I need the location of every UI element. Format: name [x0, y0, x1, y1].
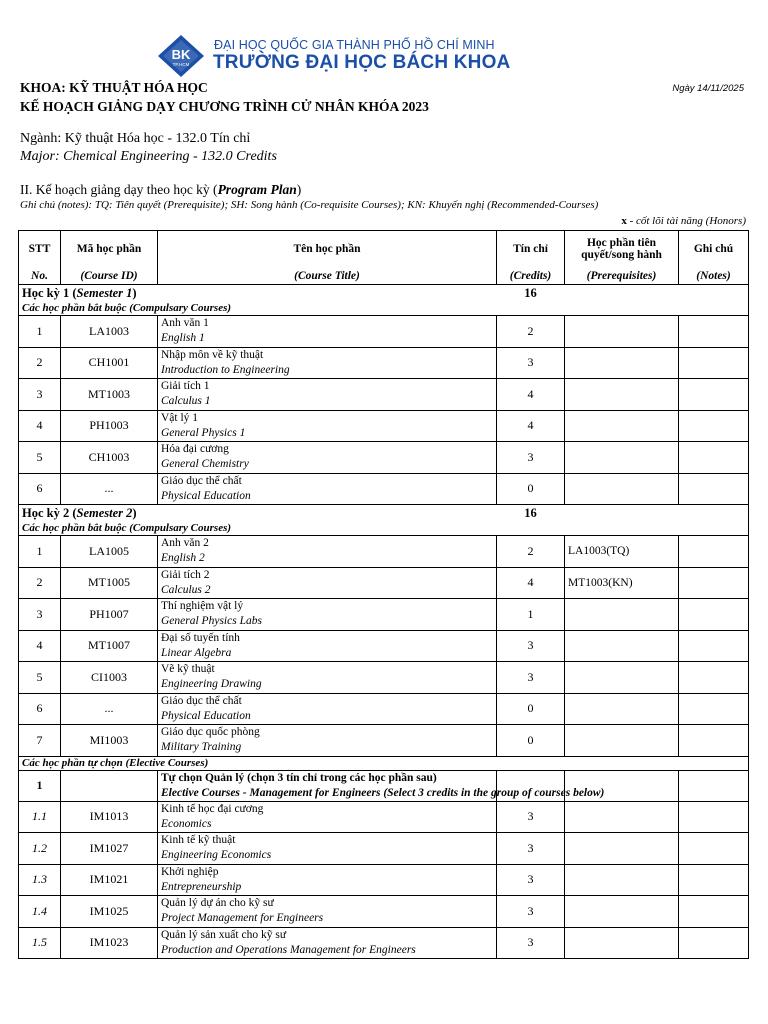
semester-2-label	[19, 505, 497, 522]
course-no: 5	[19, 442, 61, 474]
table-row	[19, 536, 749, 568]
course-prereq: LA1003(TQ)	[565, 536, 679, 568]
course-title-vi: Vật lý 1	[161, 411, 199, 424]
course-notes	[679, 630, 749, 662]
course-credits: 3	[497, 927, 565, 959]
logo-subtext: TP.HCM	[172, 62, 190, 67]
course-title-vi: Giải tích 2	[161, 568, 210, 581]
semester-2-group: Các học phần bắt buộc (Compulsary Courses)	[19, 522, 749, 536]
course-prereq	[565, 801, 679, 833]
course-no: 1	[19, 536, 61, 568]
header-credits: Tín chỉ	[497, 231, 565, 268]
course-title-vi: Anh văn 2	[161, 537, 209, 550]
course-no: 1	[19, 316, 61, 348]
semester-1-courses	[19, 316, 749, 505]
course-title-en: English 2	[161, 552, 205, 565]
course-title-vi: Vẽ kỹ thuật	[161, 663, 215, 676]
course-title	[158, 410, 497, 442]
course-title-vi: Quản lý sản xuất cho kỹ sư	[161, 928, 287, 941]
course-notes	[679, 864, 749, 896]
course-code: PH1007	[61, 599, 158, 631]
course-prereq	[565, 442, 679, 474]
logo-text: BK	[171, 47, 191, 62]
semester-2-credits: 16	[497, 505, 565, 522]
table-row	[19, 693, 749, 725]
course-credits: 3	[497, 896, 565, 928]
course-code: IM1021	[61, 864, 158, 896]
course-no: 3	[19, 379, 61, 411]
course-code: PH1003	[61, 410, 158, 442]
course-title-vi: Anh văn 1	[161, 317, 209, 330]
course-notes	[679, 693, 749, 725]
course-title-vi: Đại số tuyến tính	[161, 631, 240, 644]
course-code: MT1003	[61, 379, 158, 411]
table-row	[19, 473, 749, 505]
course-credits: 2	[497, 316, 565, 348]
course-no: 3	[19, 599, 61, 631]
course-title-en: General Chemistry	[161, 458, 249, 471]
course-title-en: Entrepreneurship	[161, 880, 242, 893]
course-code: IM1013	[61, 801, 158, 833]
semester-1-label-vi: Học kỳ 1 (	[22, 285, 77, 300]
course-code: LA1003	[61, 316, 158, 348]
course-code: CH1003	[61, 442, 158, 474]
table-row	[19, 630, 749, 662]
course-title-vi: Kinh tế học đại cương	[161, 802, 264, 815]
course-title	[158, 473, 497, 505]
semester-2-label-vi: Học kỳ 2 (	[22, 505, 77, 520]
table-row	[19, 864, 749, 896]
faculty-title: KHOA: KỸ THUẬT HÓA HỌC	[20, 80, 208, 95]
course-title-en: Introduction to Engineering	[161, 363, 290, 376]
course-title	[158, 833, 497, 865]
table-row	[19, 599, 749, 631]
course-credits: 0	[497, 725, 565, 757]
course-credits: 3	[497, 662, 565, 694]
semester-2-courses	[19, 536, 749, 757]
elective-group-row	[19, 756, 749, 770]
course-notes	[679, 442, 749, 474]
course-title-vi: Hóa đại cương	[161, 443, 229, 456]
section-label-en: Program Plan	[217, 182, 297, 197]
course-no: 2	[19, 347, 61, 379]
course-code: ...	[61, 473, 158, 505]
course-no: 1.3	[19, 864, 61, 896]
course-notes	[679, 473, 749, 505]
course-no: 5	[19, 662, 61, 694]
course-title-en: General Physics 1	[161, 426, 246, 439]
header-credits-en: (Credits)	[497, 268, 565, 285]
course-title-en: Physical Education	[161, 709, 251, 722]
course-title-en: Calculus 1	[161, 395, 211, 408]
course-prereq	[565, 630, 679, 662]
course-title-vi: Nhập môn về kỹ thuật	[161, 348, 264, 361]
course-notes	[679, 801, 749, 833]
course-title	[158, 567, 497, 599]
course-credits: 2	[497, 536, 565, 568]
course-credits: 3	[497, 864, 565, 896]
semester-1-row	[19, 285, 749, 302]
table-row	[19, 662, 749, 694]
course-no: 1.1	[19, 801, 61, 833]
course-prereq	[565, 864, 679, 896]
course-prereq	[565, 833, 679, 865]
course-title-en: English 1	[161, 332, 205, 345]
course-title-vi: Kinh tế kỹ thuật	[161, 834, 236, 847]
honors-note	[621, 215, 746, 227]
course-notes	[679, 725, 749, 757]
table-row	[19, 410, 749, 442]
course-title	[158, 630, 497, 662]
abbreviation-notes: Ghi chú (notes): TQ: Tiên quyết (Prerequisite); SH: Song hành (Co-requisite Courses); KN: Khuyến nghị (Recommended-Courses)	[20, 199, 599, 211]
course-notes	[679, 896, 749, 928]
course-title-vi: Thí nghiệm vật lý	[161, 600, 244, 613]
university-logo	[157, 34, 205, 78]
course-title	[158, 599, 497, 631]
course-title-en: Engineering Economics	[161, 849, 272, 862]
section-heading	[20, 182, 301, 198]
course-title	[158, 693, 497, 725]
table-row	[19, 725, 749, 757]
course-prereq: MT1003(KN)	[565, 567, 679, 599]
header-stt-en: No.	[19, 268, 61, 285]
course-no: 7	[19, 725, 61, 757]
course-no: 1.5	[19, 927, 61, 959]
course-title-en: Calculus 2	[161, 583, 211, 596]
course-code: MT1007	[61, 630, 158, 662]
course-credits: 4	[497, 567, 565, 599]
course-credits: 4	[497, 379, 565, 411]
course-title	[158, 864, 497, 896]
university-parent-name: ĐẠI HỌC QUỐC GIA THÀNH PHỐ HỒ CHÍ MINH	[214, 38, 495, 52]
elective-group: Các học phần tự chọn (Elective Courses)	[19, 756, 749, 770]
course-title-vi: Giáo dục thể chất	[161, 474, 242, 487]
course-notes	[679, 316, 749, 348]
header-prereq: Học phần tiên quyết/song hành	[565, 231, 679, 268]
course-code: MI1003	[61, 725, 158, 757]
course-credits: 4	[497, 410, 565, 442]
course-code: LA1005	[61, 536, 158, 568]
header-prereq-en: (Prerequisites)	[565, 268, 679, 285]
elective-header-en: Elective Courses - Management for Engineers (Select 3 credits in the group of courses below)	[161, 786, 605, 799]
course-prereq	[565, 473, 679, 505]
course-prereq	[565, 410, 679, 442]
course-prereq	[565, 725, 679, 757]
course-notes	[679, 599, 749, 631]
course-no: 4	[19, 630, 61, 662]
elective-courses	[19, 801, 749, 959]
course-code: IM1025	[61, 896, 158, 928]
course-notes	[679, 410, 749, 442]
course-notes	[679, 379, 749, 411]
course-title	[158, 442, 497, 474]
course-no: 6	[19, 693, 61, 725]
table-row	[19, 442, 749, 474]
course-notes	[679, 567, 749, 599]
course-title	[158, 347, 497, 379]
course-notes	[679, 662, 749, 694]
course-credits: 3	[497, 833, 565, 865]
plan-title: KẾ HOẠCH GIẢNG DẠY CHƯƠNG TRÌNH CỬ NHÂN KHÓA 2023	[20, 99, 429, 114]
course-notes	[679, 347, 749, 379]
elective-header-no: 1	[19, 770, 61, 801]
course-credits: 0	[497, 473, 565, 505]
semester-2-label-en: Semester 2	[76, 505, 133, 520]
header-notes: Ghi chú	[679, 231, 749, 268]
table-row	[19, 833, 749, 865]
course-title	[158, 662, 497, 694]
course-code: CH1001	[61, 347, 158, 379]
course-title-vi: Giải tích 1	[161, 380, 210, 393]
course-no: 1.2	[19, 833, 61, 865]
course-code: IM1023	[61, 927, 158, 959]
semester-2-label-end: )	[132, 505, 137, 520]
elective-header-title	[158, 770, 605, 801]
semester-1-label-end: )	[132, 285, 137, 300]
table-row	[19, 316, 749, 348]
section-label-end: )	[296, 182, 302, 197]
course-no: 4	[19, 410, 61, 442]
course-credits: 3	[497, 442, 565, 474]
header-stt: STT	[19, 231, 61, 268]
course-title	[158, 927, 497, 959]
document-date: Ngày 14/11/2025	[672, 83, 744, 94]
honors-text: - cốt lõi tài năng (Honors)	[626, 215, 746, 227]
course-title	[158, 801, 497, 833]
course-title-vi: Khởi nghiệp	[161, 865, 219, 878]
course-title-en: Production and Operations Management for Engineers	[161, 943, 416, 956]
course-no: 2	[19, 567, 61, 599]
course-credits: 3	[497, 347, 565, 379]
course-title	[158, 725, 497, 757]
semester-1-label	[19, 285, 497, 302]
course-code: MT1005	[61, 567, 158, 599]
course-notes	[679, 536, 749, 568]
course-no: 1.4	[19, 896, 61, 928]
header-title-en: (Course Title)	[158, 268, 497, 285]
course-prereq	[565, 316, 679, 348]
course-code: IM1027	[61, 833, 158, 865]
header-code-en: (Course ID)	[61, 268, 158, 285]
course-title-vi: Giáo dục quốc phòng	[161, 726, 260, 739]
section-label: II. Kế hoạch giảng dạy theo học kỳ (	[20, 182, 218, 197]
course-title	[158, 379, 497, 411]
course-prereq	[565, 347, 679, 379]
semester-1-label-en: Semester 1	[76, 285, 133, 300]
course-title-en: Physical Education	[161, 489, 251, 502]
table-row	[19, 347, 749, 379]
course-credits: 1	[497, 599, 565, 631]
course-title-en: Economics	[161, 817, 212, 830]
major-en: Major: Chemical Engineering - 132.0 Credits	[20, 149, 277, 164]
semester-2-row	[19, 505, 749, 522]
header-code: Mã học phần	[61, 231, 158, 268]
course-credits: 3	[497, 801, 565, 833]
program-plan-table	[18, 230, 749, 959]
elective-header-vi: Tự chọn Quản lý (chọn 3 tín chỉ trong các học phần sau)	[161, 771, 437, 784]
course-title-en: Engineering Drawing	[161, 678, 262, 691]
course-prereq	[565, 379, 679, 411]
header-title: Tên học phần	[158, 231, 497, 268]
course-code: ...	[61, 693, 158, 725]
course-no: 6	[19, 473, 61, 505]
table-row	[19, 801, 749, 833]
table-row	[19, 927, 749, 959]
course-title-en: General Physics Labs	[161, 615, 262, 628]
elective-header-row	[19, 770, 749, 801]
course-title-vi: Quản lý dự án cho kỹ sư	[161, 897, 274, 910]
course-title-vi: Giáo dục thể chất	[161, 694, 242, 707]
course-title-en: Military Training	[161, 741, 242, 754]
university-name: TRƯỜNG ĐẠI HỌC BÁCH KHOA	[213, 52, 511, 73]
course-notes	[679, 833, 749, 865]
course-title	[158, 896, 497, 928]
course-prereq	[565, 896, 679, 928]
semester-1-group: Các học phần bắt buộc (Compulsary Courses)	[19, 302, 749, 316]
course-prereq	[565, 693, 679, 725]
table-row	[19, 567, 749, 599]
major-vi: Ngành: Kỹ thuật Hóa học - 132.0 Tín chỉ	[20, 131, 251, 146]
course-code: CI1003	[61, 662, 158, 694]
table-row	[19, 896, 749, 928]
semester-1-credits: 16	[497, 285, 565, 302]
course-title	[158, 536, 497, 568]
course-credits: 3	[497, 630, 565, 662]
course-prereq	[565, 927, 679, 959]
course-credits: 0	[497, 693, 565, 725]
course-title-en: Project Management for Engineers	[161, 912, 324, 925]
semester-2-group-row	[19, 522, 749, 536]
honors-mark: x	[621, 215, 627, 227]
course-prereq	[565, 662, 679, 694]
semester-1-group-row	[19, 302, 749, 316]
table-row	[19, 379, 749, 411]
course-prereq	[565, 599, 679, 631]
course-notes	[679, 927, 749, 959]
course-title-en: Linear Algebra	[161, 646, 232, 659]
header-notes-en: (Notes)	[679, 268, 749, 285]
course-title	[158, 316, 497, 348]
